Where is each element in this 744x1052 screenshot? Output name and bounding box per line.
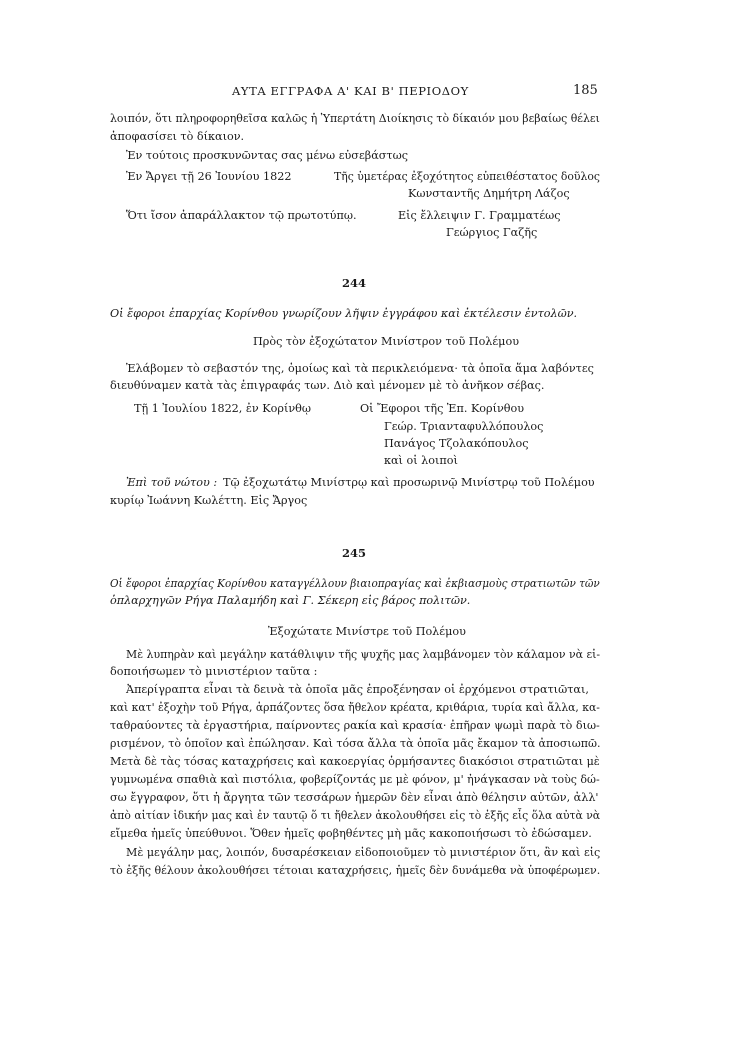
document-number: 245 bbox=[342, 546, 367, 560]
signature-line: Τῆς ὑμετέρας ἐξοχότητος εὐπειθέστατος δοῦλος bbox=[334, 170, 600, 183]
document-summary: Οἱ ἔφοροι ἐπαρχίας Κορίνθου καταγγέλλουν βιαιοπραγίας καὶ ἐκβιασμοὺς στρατιωτῶν τῶν bbox=[110, 577, 600, 590]
signer-line: Γεώρ. Τριανταφυλλόπουλος bbox=[384, 420, 544, 433]
text-line: Ἐν τούτοις προσκυνῶντας σας μένω εὐσεβάστως bbox=[126, 149, 408, 162]
running-header: ΑΥΤΑ ΕΓΓΡΑΦΑ Α' ΚΑΙ Β' ΠΕΡΙΟΔΟΥ bbox=[232, 84, 469, 98]
date-line: Ἐν Ἄργει τῇ 26 Ἰουνίου 1822 bbox=[126, 170, 292, 183]
document-address: Ἐξοχώτατε Μινίστρε τοῦ Πολέμου bbox=[268, 625, 466, 638]
secretary-line: Εἰς ἔλλειψιν Γ. Γραμματέως bbox=[398, 209, 561, 222]
text-line: ἀπὸ αἰτίαν ἰδικήν μας καὶ ἐν ταυτῷ ὅ τι ἤθελεν ἀκολουθήσει εἰς τὸ ἑξῆς εἷς ὅλα αὐτὰ νὰ bbox=[110, 809, 601, 822]
text-line: Μὲ λυπηρὰν καὶ μεγάλην κατάθλιψιν τῆς ψυχῆς μας λαμβάνομεν τὸν κάλαμον νὰ εἰ- bbox=[126, 648, 601, 661]
text-line: Τῷ ἐξοχωτάτῳ Μινίστρῳ καὶ προσωρινῷ Μινίστρῳ τοῦ Πολέμου bbox=[223, 476, 595, 489]
document-summary: Οἱ ἔφοροι ἐπαρχίας Κορίνθου γνωρίζουν λῆψιν ἐγγράφου καὶ ἐκτέλεσιν ἐντολῶν. bbox=[110, 307, 578, 320]
document-number: 244 bbox=[342, 276, 367, 290]
text-line: καὶ κατ' ἐξοχὴν τοῦ Ρήγα, ἁρπάζοντες ὅσα ἤθελον κρέατα, κριθάρια, τυρία καὶ ἄλλα, κα- bbox=[110, 701, 600, 714]
signer-line: Πανάγος Τζολακόπουλος bbox=[384, 437, 529, 450]
signer-line: Οἱ Ἔφοροι τῆς Ἐπ. Κορίνθου bbox=[360, 402, 525, 415]
text-line: σω ἔγγραφον, ὅτι ἡ ἄργητα τῶν τεσσάρων ἡμερῶν δὲν εἶναι ἀπὸ θέλησιν αὐτῶν, ἀλλ' bbox=[110, 791, 599, 804]
page-number: 185 bbox=[573, 83, 598, 98]
text-line: ταθραύοντες τὰ ἐργαστήρια, παίρνοντες ρακία καὶ κρασία· ἐπῆραν ψωμὶ παρὰ τὸ διω- bbox=[110, 719, 600, 732]
secretary-name: Γεώργιος Γαζῆς bbox=[446, 226, 538, 239]
copy-note: Ὅτι ἴσον ἀπαράλλακτον τῷ πρωτοτύπῳ. bbox=[126, 209, 357, 222]
document-summary: ὁπλαρχηγῶν Ρήγα Παλαμήδη καὶ Γ. Σέκερη εἰς βάρος πολιτῶν. bbox=[110, 594, 471, 607]
text-line: κυρίῳ Ἰωάννη Κωλέττη. Εἰς Ἄργος bbox=[110, 494, 308, 507]
text-line: Ἀπερίγραπτα εἶναι τὰ δεινὰ τὰ ὁποῖα μᾶς ἐπροξένησαν οἱ ἐρχόμενοι στρατιῶται, bbox=[126, 683, 589, 696]
text-line: διευθύναμεν κατὰ τὰς ἐπιγραφάς των. Διὸ καὶ μένομεν μὲ τὸ ἀνῆκον σέβας. bbox=[110, 379, 545, 392]
date-line: Τῇ 1 Ἰουλίου 1822, ἐν Κορίνθῳ bbox=[134, 402, 311, 415]
signer-line: καὶ οἱ λοιποὶ bbox=[384, 454, 458, 467]
text-line: Μὲ μεγάλην μας, λοιπόν, δυσαρέσκειαν εἰδοποιοῦμεν τὸ μινιστέριον ὅτι, ἂν καὶ εἰς bbox=[126, 846, 601, 859]
text-line: λοιπόν, ὅτι πληροφορηθεῖσα καλῶς ἡ Ὑπερτάτη Διοίκησις τὸ δίκαιόν μου βεβαίως θέλει bbox=[110, 112, 600, 125]
text-line: εἴμεθα ἡμεῖς ὑπεύθυνοι. Ὅθεν ἡμεῖς φοβηθέντες μὴ μᾶς κακοποιήσωσι τὸ ἐδώσαμεν. bbox=[110, 827, 592, 840]
text-line: ἀποφασίσει τὸ δίκαιον. bbox=[110, 130, 245, 143]
signature-name: Κωνσταντῆς Δημήτρη Λάζος bbox=[408, 187, 570, 200]
text-line: ρισμένον, τὸ ὁποῖον καὶ ἐπώλησαν. Καὶ τόσα ἄλλα τὰ ὁποῖα μᾶς ἔκαμον τὰ ἀποσιωπῶ. bbox=[110, 737, 601, 750]
text-line: Μετὰ δὲ τὰς τόσας καταχρήσεις καὶ κακοεργίας ὁρμήσαντες διακόσιοι στρατιῶται μὲ bbox=[110, 755, 600, 768]
text-line: τὸ ἑξῆς θέλουν ἀκολουθήσει τέτοιαι καταχρήσεις, ἡμεῖς δὲν δυνάμεθα νὰ ὑποφέρωμεν. bbox=[110, 864, 601, 877]
verso-label: Ἐπὶ τοῦ νώτου : bbox=[126, 476, 218, 489]
text-line: Ἐλάβομεν τὸ σεβαστόν της, ὁμοίως καὶ τὰ περικλειόμενα· τὰ ὁποῖα ἅμα λαβόντες bbox=[126, 362, 594, 375]
text-line: δοποιήσωμεν τὸ μινιστέριον ταῦτα : bbox=[110, 665, 318, 678]
text-line: γυμνωμένα σπαθιὰ καὶ πιστόλια, φοβερίζοντάς με μὲ φόνον, μ' ἠνάγκασαν νὰ τοὺς δώ- bbox=[110, 773, 600, 786]
document-address: Πρὸς τὸν ἐξοχώτατον Μινίστρον τοῦ Πολέμου bbox=[253, 335, 519, 348]
